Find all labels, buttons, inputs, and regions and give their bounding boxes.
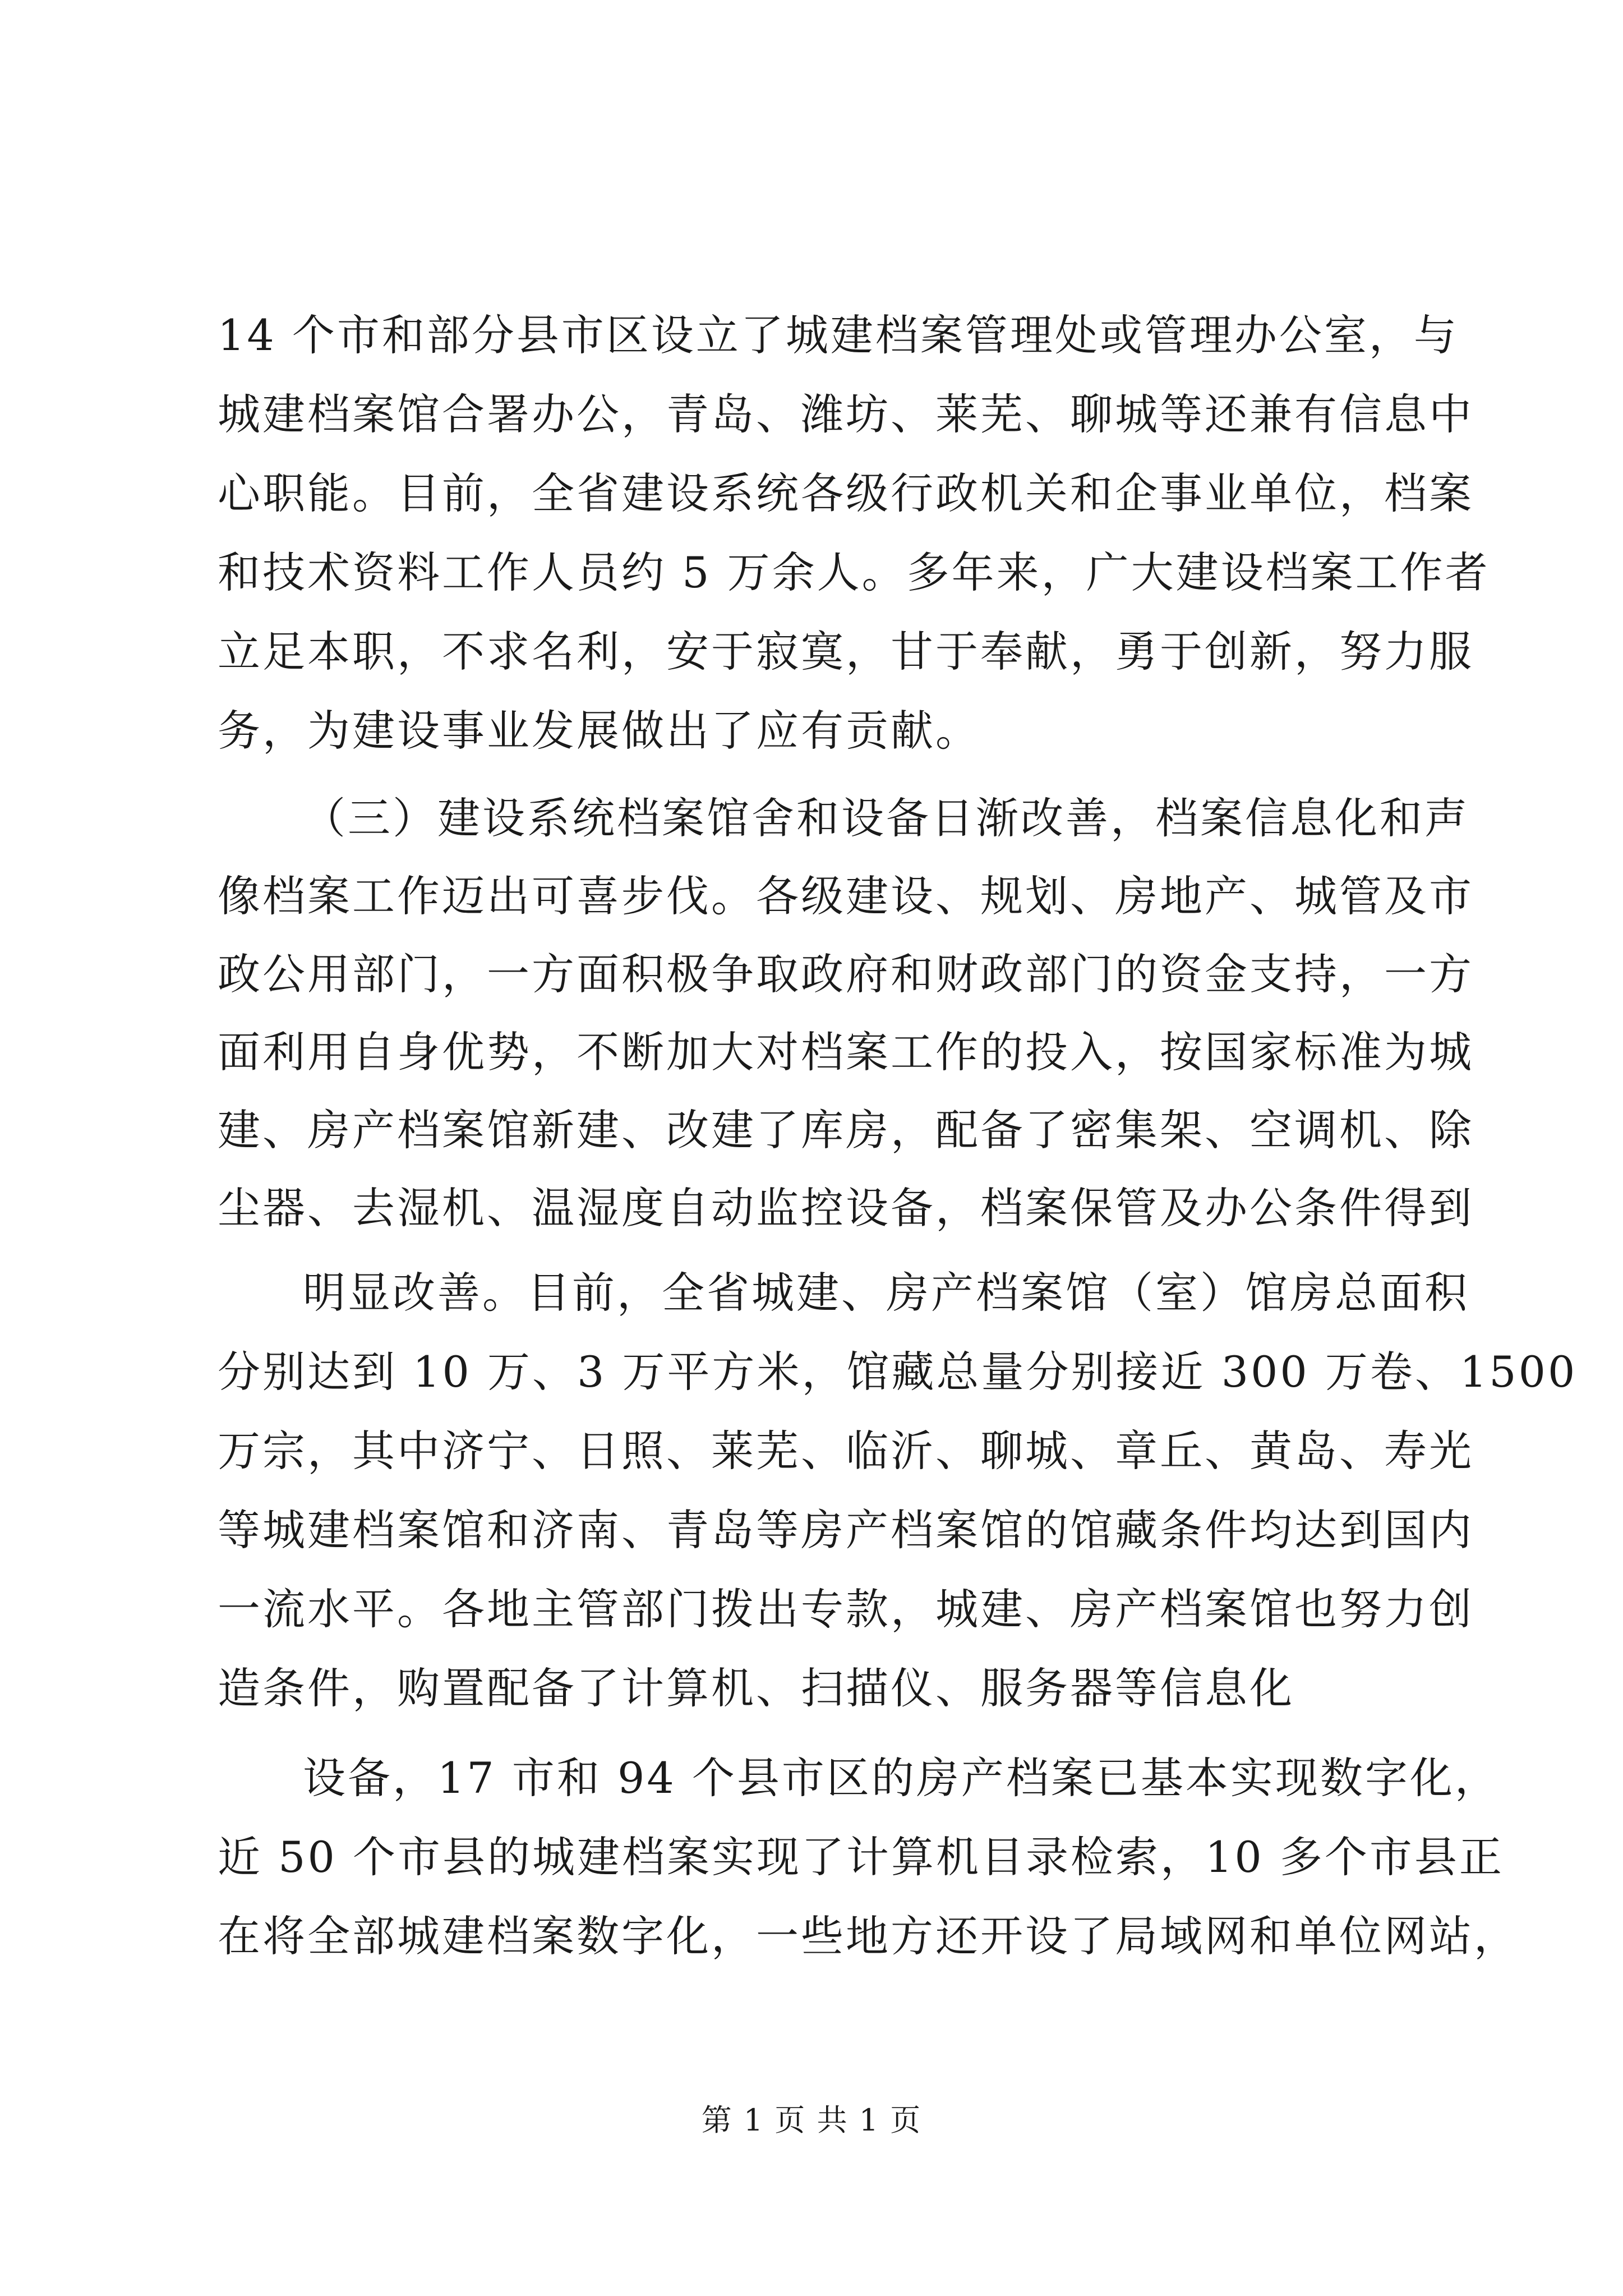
text-line: 明显改善。目前，全省城建、房产档案馆（室）馆房总面积: [303, 1268, 1469, 1318]
text-line: 面利用自身优势，不断加大对档案工作的投入，按国家标准为城: [218, 1027, 1474, 1077]
text-line: 心职能。目前，全省建设系统各级行政机关和企事业单位，档案: [218, 468, 1474, 518]
text-line: 近 50 个市县的城建档案实现了计算机目录检索，10 多个市县正: [218, 1832, 1504, 1882]
text-line: （三）建设系统档案馆舍和设备日渐改善，档案信息化和声: [303, 793, 1469, 843]
text-line: 像档案工作迈出可喜步伐。各级建设、规划、房地产、城管及市: [218, 871, 1474, 921]
text-line: 等城建档案馆和济南、青岛等房产档案馆的馆藏条件均达到国内: [218, 1505, 1474, 1555]
text-line: 分别达到 10 万、3 万平方米，馆藏总量分别接近 300 万卷、1500: [218, 1347, 1578, 1397]
text-line: 一流水平。各地主管部门拨出专款，城建、房产档案馆也努力创: [218, 1584, 1474, 1634]
text-line: 政公用部门，一方面积极争取政府和财政部门的资金支持，一方: [218, 949, 1474, 999]
text-line: 和技术资料工作人员约 5 万余人。多年来，广大建设档案工作者: [218, 547, 1490, 597]
text-line: 尘器、去湿机、温湿度自动监控设备，档案保管及办公条件得到: [218, 1183, 1474, 1233]
text-line: 万宗，其中济宁、日照、莱芜、临沂、聊城、章丘、黄岛、寿光: [218, 1426, 1474, 1476]
page-number-footer: 第 1 页 共 1 页: [701, 2102, 922, 2138]
text-line: 务，为建设事业发展做出了应有贡献。: [218, 706, 980, 756]
text-line: 在将全部城建档案数字化，一些地方还开设了局域网和单位网站，: [218, 1911, 1519, 1961]
text-line: 建、房产档案馆新建、改建了库房，配备了密集架、空调机、除: [218, 1105, 1474, 1155]
text-line: 城建档案馆合署办公，青岛、潍坊、莱芜、聊城等还兼有信息中: [218, 389, 1474, 439]
text-line: 设备，17 市和 94 个县市区的房产档案已基本实现数字化，: [303, 1753, 1500, 1803]
text-line: 造条件，购置配备了计算机、扫描仪、服务器等信息化: [218, 1663, 1294, 1713]
text-line: 立足本职，不求名利，安于寂寞，甘于奉献，勇于创新，努力服: [218, 627, 1474, 677]
text-line: 14 个市和部分县市区设立了城建档案管理处或管理办公室，与: [218, 310, 1459, 360]
